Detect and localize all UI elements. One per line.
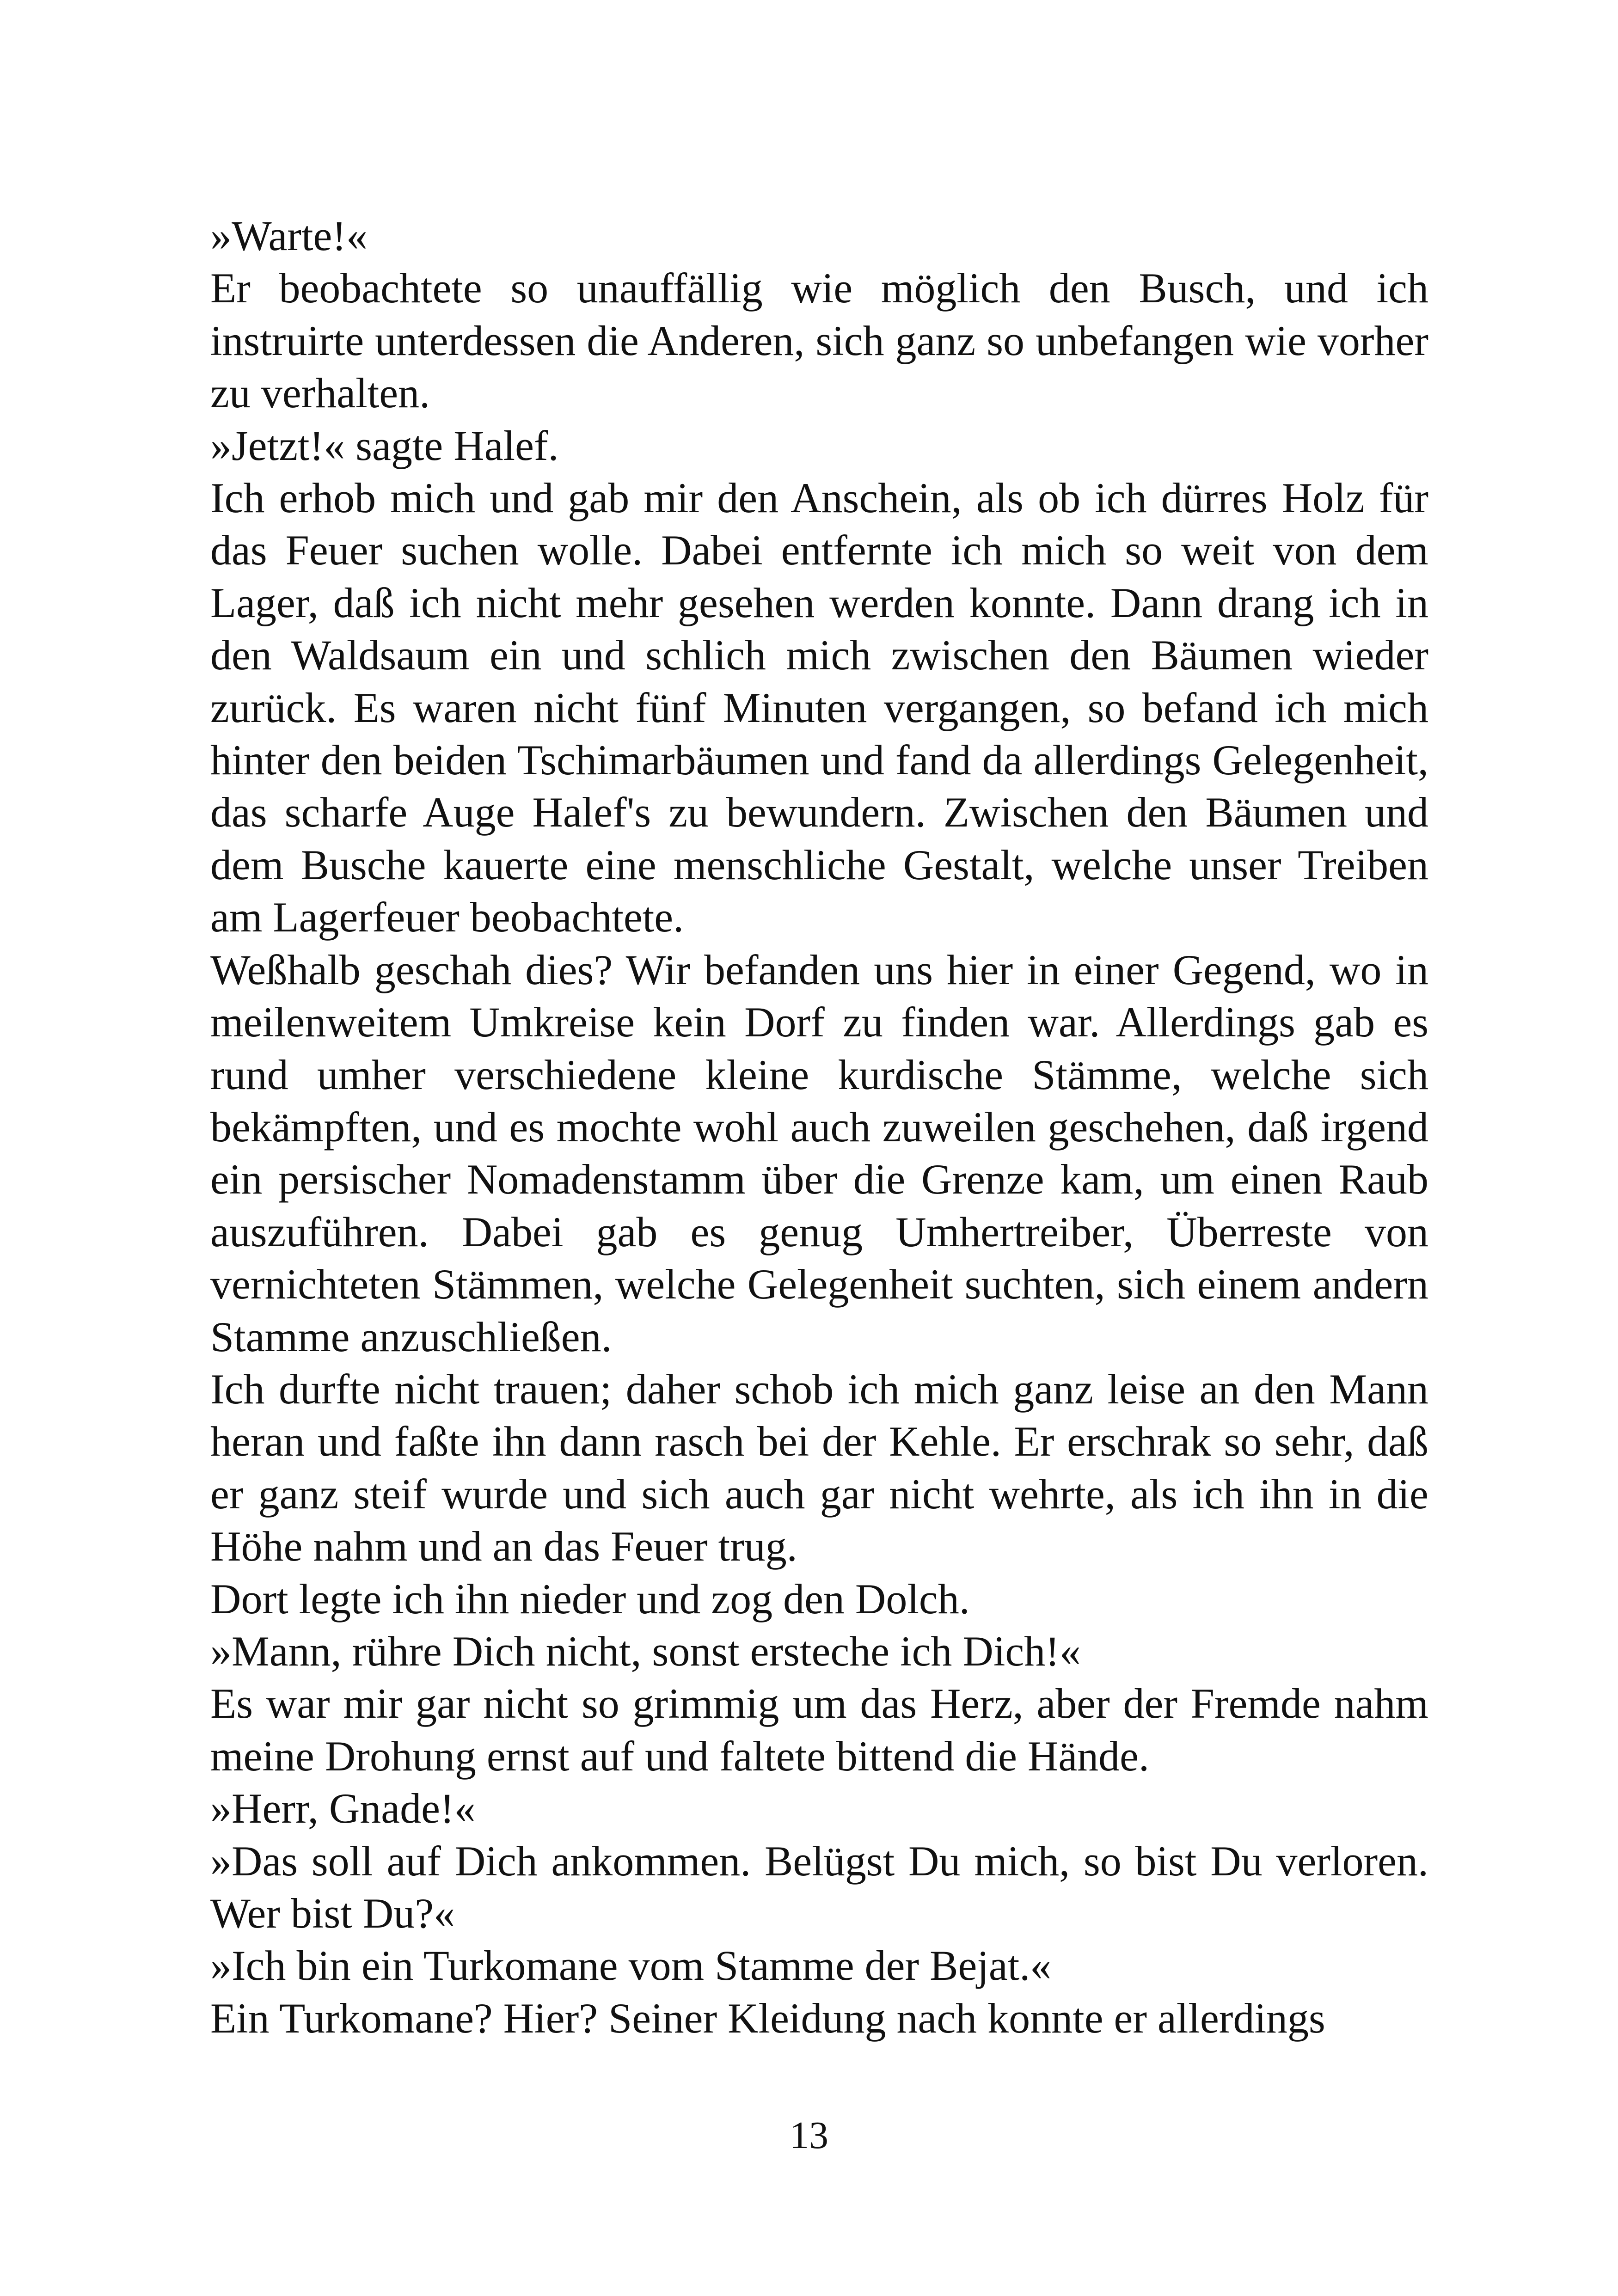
paragraph: Ich erhob mich und gab mir den Anschein, als ob ich dürres Holz für das Feuer suchen wolle. Dabei entfernte ich mich so weit von dem Lager, daß ich nicht mehr gesehen werden konnte. Dann drang ich in den Waldsaum ein und schlich mich zwischen den Bäumen wieder zurück. Es waren nicht fünf Minuten vergangen, so befand ich mich hinter den beiden Tschimarbäumen und fand da allerdings Gelegenheit, das scharfe Auge Halef's zu bewundern. Zwischen den Bäumen und dem Busche kauerte eine menschliche Gestalt, welche unser Treiben am Lagerfeuer beobachtete. <box>210 474 1428 941</box>
paragraph: Dort legte ich ihn nieder und zog den Dolch. <box>210 1575 970 1623</box>
page-number: 13 <box>790 2114 828 2157</box>
paragraph: Es war mir gar nicht so grimmig um das Herz, aber der Fremde nahm meine Drohung ernst auf und faltete bittend die Hände. <box>210 1680 1428 1780</box>
paragraph: »Herr, Gnade!« <box>210 1785 476 1832</box>
paragraph: »Warte!« <box>210 212 368 259</box>
paragraph: »Jetzt!« sagte Halef. <box>210 422 559 469</box>
paragraph: »Mann, rühre Dich nicht, sonst ersteche ich Dich!« <box>210 1627 1081 1675</box>
paragraph: Weßhalb geschah dies? Wir befanden uns hier in einer Gegend, wo in meilenweitem Umkreise kein Dorf zu finden war. Allerdings gab es rund umher verschiedene kleine kurdische Stämme, welche sich bekämpften, und es mochte wohl auch zuweilen geschehen, daß irgend ein persischer Nomadenstamm über die Grenze kam, um einen Raub auszuführen. Dabei gab es genug Umhertreiber, Überreste von vernichteten Stämmen, welche Gelegenheit suchten, sich einem andern Stamme anzuschließen. <box>210 946 1428 1360</box>
paragraph: »Das soll auf Dich ankommen. Belügst Du mich, so bist Du verloren. Wer bist Du?« <box>210 1837 1428 1937</box>
paragraph: »Ich bin ein Turkomane vom Stamme der Bejat.« <box>210 1942 1052 1990</box>
paragraph: Ich durfte nicht trauen; daher schob ich mich ganz leise an den Mann heran und faßte ihn dann rasch bei der Kehle. Er erschrak so sehr, daß er ganz steif wurde und sich auch gar nicht wehrte, als ich ihn in die Höhe nahm und an das Feuer trug. <box>210 1365 1428 1570</box>
paragraph: Er beobachtete so unauffällig wie möglich den Busch, und ich instruirte unterdessen die Anderen, sich ganz so unbefangen wie vorher zu verhalten. <box>210 264 1428 417</box>
paragraph: Ein Turkomane? Hier? Seiner Kleidung nach konnte er allerdings <box>210 1994 1325 2042</box>
body-text <box>210 210 1428 2045</box>
